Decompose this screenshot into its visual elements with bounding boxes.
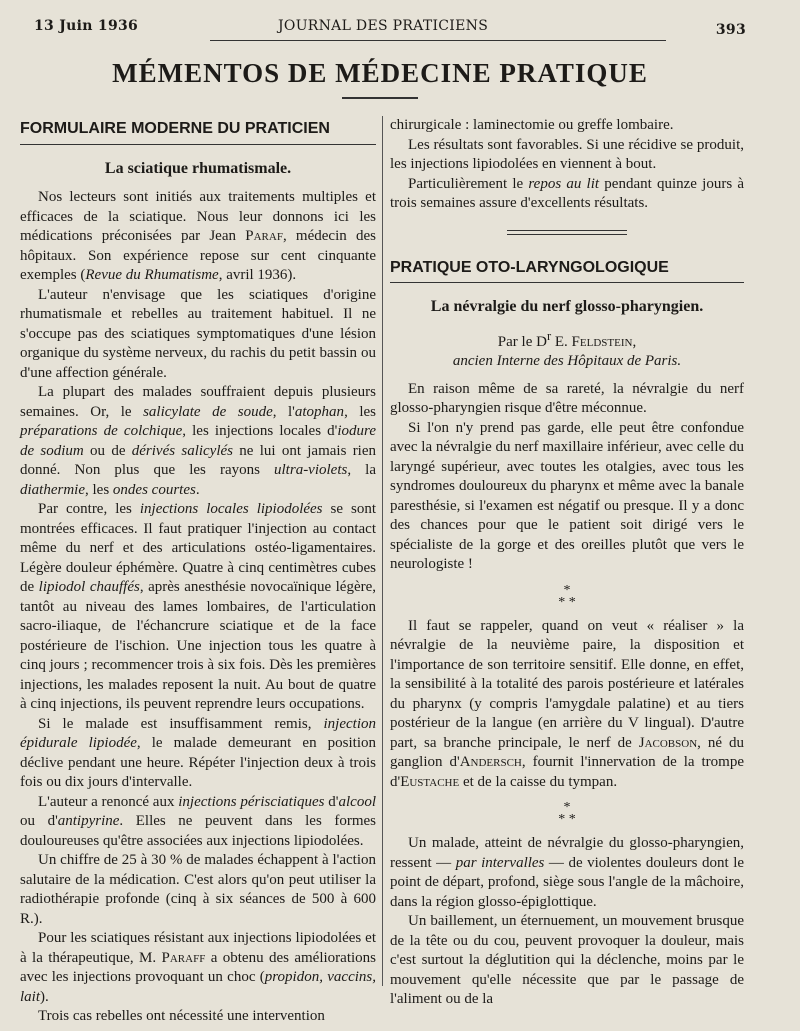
paragraph: Si l'on n'y prend pas garde, elle peut être confondue avec la névralgie du nerf maxillaire inférieur, avec celle du laryngé supérieur, avec toutes les otalgies, avec tous les syndromes douloureux du pharynx et même avec la banale paresthésie, si l'examen est négatif ou presque. Il y a donc des chances pour que le patient soit dirigé vers le spécialiste de la gorge et des oreilles plutôt que vers le neurologiste ! bbox=[390, 419, 744, 572]
paragraph: Particulièrement le repos au lit pendant quinze jours à trois semaines assure d'excellents résultats. bbox=[390, 175, 745, 211]
title-rule bbox=[342, 97, 418, 99]
paragraph: Nos lecteurs sont initiés aux traitements multiples et efficaces de la sciatique. Nous leur donnons ici les médications préconisées par Jean Paraf, médecin des hôpitaux. Son expérience repose sur cent cinquante exemples (Revue du Rhumatisme, avril 1936). bbox=[20, 189, 376, 283]
paragraph: En raison même de sa rareté, la névralgie du nerf glosso-pharyngien risque d'être méconnue. bbox=[390, 380, 744, 416]
paragraph: Il faut se rappeler, quand on veut « réaliser » la névralgie de la neuvième paire, la disposition et l'importance de son territoire sensitif. Elle donne, en effet, la sensibilité à la totalité des parois postérieure et latérales du pharynx (y compris l'amygdale palatine) et au tiers postérieur de la langue (en arrière du V lingual). D'autre part, sa branche principale, le nerf de Jacobson, né du ganglion d'Andersch, fournit l'innervation de la trompe d'Eustache et de la caisse du tympan. bbox=[390, 617, 744, 790]
paragraph: Un malade, atteint de névralgie du glosso-pharyngien, ressent — par intervalles — de violentes douleurs dont le point de départ, profond, siège sous l'angle de la mâchoire, dans la région glosso-épiglottique. bbox=[390, 835, 745, 910]
header-rule bbox=[210, 40, 666, 41]
column-divider bbox=[382, 116, 383, 986]
paragraph: Pour les sciatiques résistant aux injections lipiodolées et à la thérapeutique, M. Paraff a obtenu des améliorations avec les injections provoquant un choc (propidon, vaccins, lait). bbox=[20, 930, 377, 1005]
paragraph: Trois cas rebelles ont nécessité une intervention bbox=[38, 1008, 325, 1024]
author-affiliation: ancien Interne des Hôpitaux de Paris. bbox=[452, 353, 682, 369]
section-title-formulaire: FORMULAIRE MODERNE DU PRATICIEN bbox=[20, 116, 376, 145]
page-number: 393 bbox=[715, 22, 746, 38]
article-title-nevralgie: La névralgie du nerf glosso-pharyngien. bbox=[430, 298, 704, 315]
paragraph: L'auteur a renoncé aux injections périsciatiques d'alcool ou d'antipyrine. Elles ne peuvent dans les formes douloureuses qu'être associées aux injections lipiodolées. bbox=[20, 793, 376, 849]
paragraph: chirurgicale : laminectomie ou greffe lombaire. bbox=[390, 117, 674, 133]
section-separator bbox=[507, 230, 627, 235]
asterism-separator: * * * bbox=[558, 800, 576, 827]
article-title-sciatique: La sciatique rhumatismale. bbox=[104, 159, 292, 177]
left-column bbox=[20, 116, 376, 1027]
paragraph: L'auteur n'envisage que les sciatiques d'origine rhumatismale et rebelles au traitement habituel. Il ne s'occupe pas des sciatiques symptomatiques d'une lésion organique du système nerveux, du rachis du petit bassin ou d'une affection générale. bbox=[20, 286, 376, 381]
paragraph: Si le malade est insuffisamment remis, injection épidurale lipiodée, le malade demeurant en position déclive pendant une heure. Répéter l'injection deux à trois fois ou dix jours d'intervalle. bbox=[20, 715, 376, 790]
page-title: MÉMENTOS DE MÉDECINE PRATIQUE bbox=[112, 58, 648, 88]
asterism-separator: * * * bbox=[558, 582, 576, 610]
paragraph: Un baillement, un éternuement, un mouvement brusque de la tête ou du cou, peuvent provoquer la douleur, mais c'est surtout la déglutition qui la déclenche, moins par le mouvement qu'elle nécessite que par le passage de l'aliment ou de la bbox=[390, 913, 744, 1007]
section-title-oto: PRATIQUE OTO-LARYNGOLOGIQUE bbox=[390, 255, 744, 284]
paragraph: Un chiffre de 25 à 30 % de malades échappent à l'action salutaire de la médication. C'est alors qu'on peut utiliser la radiothérapie profonde (cinq à six séances de 500 à 600 R.). bbox=[20, 852, 376, 927]
author-byline: Par le $D^r$ E. Feldstein, bbox=[497, 328, 637, 350]
running-header bbox=[34, 14, 746, 38]
paragraph: Par contre, les injections locales lipiodolées se sont montrées efficaces. Il faut pratiquer l'injection au contact même du nerf et des articulations ostéo-ligamentaires. Légère douleur éphémère. Quatre à cinq centimètres cubes de lipiodol chauffés, après anesthésie novocaïnique légère, tantôt au niveau des lames lombaires, de l'articulation sacro-iliaque, de l'échancrure sciatique et de la face postérieure de l'ischion. Une injection tous les quatre à cinq jours ; recommencer trois à six fois. Dès les premières injections, les malades reposent la nuit. Au bout de quatre à cinq injections, ils peuvent reprendre leurs occupations. bbox=[20, 501, 377, 712]
paragraph: La plupart des malades souffraient depuis plusieurs semaines. Or, le salicylate de soude, l'atophan, les préparations de colchique, les injections locales d'iodure de sodium ou de dérivés salicylés ne lui ont jamais rien donné. Non plus que les rayons ultra-violets, la diathermie, les ondes courtes. bbox=[20, 384, 377, 498]
journal-name: JOURNAL DES PRATICIENS bbox=[278, 18, 489, 34]
paragraph: Les résultats sont favorables. Si une récidive se produit, les injections lipiodolées en viennent à bout. bbox=[390, 136, 744, 172]
issue-date: 13 Juin 1936 bbox=[34, 18, 139, 34]
right-column bbox=[390, 116, 744, 1010]
